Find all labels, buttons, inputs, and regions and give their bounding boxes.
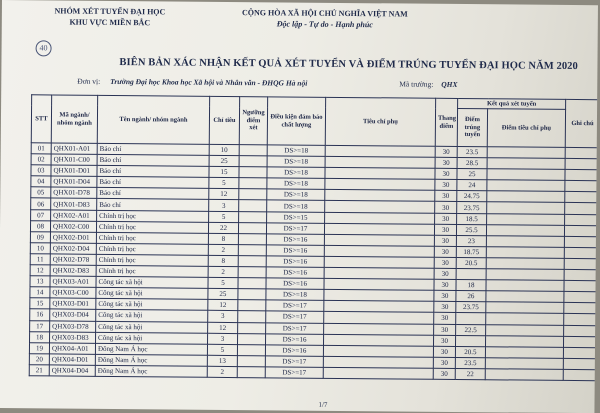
row-note [565, 159, 598, 170]
row-condition: DS>=16 [266, 278, 324, 290]
row-condition: DS>=17 [265, 367, 323, 379]
col-code: Mã ngành/ nhóm ngành [51, 95, 97, 143]
row-condition: DS>=18 [267, 200, 325, 212]
row-floor [238, 300, 266, 311]
row-scale: 30 [434, 235, 456, 246]
row-stt: 20 [29, 354, 49, 365]
row-name: Báo chí [97, 154, 209, 166]
row-quota: 3 [208, 333, 238, 344]
row-name: Báo chí [97, 177, 209, 189]
row-result-extra [487, 191, 565, 203]
document-title: BIÊN BẢN XÁC NHẬN KẾT QUẢ XÉT TUYỂN VÀ ĐIỂM TRÚNG TUYỂN ĐẠI HỌC NĂM 2020 [119, 57, 578, 73]
row-result-extra [486, 247, 564, 259]
row-stt: 03 [31, 165, 51, 176]
row-cutoff: 22 [455, 368, 485, 379]
col-quota: Chỉ tiêu [209, 96, 239, 144]
row-condition: DS>=18 [267, 145, 325, 157]
row-condition: DS>=18 [267, 167, 325, 179]
row-floor [239, 145, 267, 156]
row-result-extra [485, 335, 563, 347]
row-condition: DS>=16 [265, 345, 323, 357]
row-name: Báo chí [97, 143, 209, 155]
row-name: Công tác xã hội [96, 276, 208, 288]
row-stt: 05 [31, 187, 51, 198]
row-quota: 8 [208, 233, 238, 244]
page-number: 1/7 [318, 400, 328, 409]
row-condition: DS>=16 [266, 267, 324, 279]
row-floor [237, 366, 265, 377]
row-extra-criteria [325, 156, 435, 168]
row-cutoff: 24 [457, 180, 487, 191]
col-result-extra: Điểm tiêu chí phụ [487, 109, 565, 148]
row-note [564, 269, 598, 280]
row-quota: 13 [207, 355, 237, 366]
row-condition: DS>=17 [265, 356, 323, 368]
col-extra-criteria: Tiêu chí phụ [325, 97, 435, 146]
unit-line [77, 77, 307, 88]
row-name: Chính trị học [96, 265, 208, 277]
row-result-extra [487, 147, 565, 159]
row-note [565, 203, 598, 214]
row-result-extra [486, 258, 564, 270]
row-scale: 30 [434, 268, 456, 279]
row-floor [238, 244, 266, 255]
row-stt: 08 [30, 220, 50, 231]
row-note [564, 281, 598, 292]
row-name: Công tác xã hội [96, 310, 208, 322]
row-result-extra [486, 224, 564, 236]
row-scale: 30 [435, 146, 457, 157]
row-result-extra [485, 369, 563, 381]
row-scale: 30 [433, 368, 455, 379]
col-condition: Điều kiện đảm bảo chất lượng [267, 97, 325, 146]
row-condition: DS>=17 [266, 300, 324, 312]
row-cutoff: 22.5 [456, 324, 486, 335]
row-name: Công tác xã hội [96, 321, 208, 333]
row-cutoff: 23.75 [457, 202, 487, 213]
row-scale: 30 [435, 213, 457, 224]
row-scale: 30 [434, 257, 456, 268]
row-code: QHX02-C00 [50, 221, 96, 232]
row-extra-criteria [325, 168, 435, 180]
row-quota: 5 [209, 178, 239, 189]
row-quota: 3 [209, 200, 239, 211]
row-result-extra [486, 280, 564, 292]
row-result-extra [487, 180, 565, 192]
row-scale: 30 [433, 335, 455, 346]
row-scale: 30 [434, 279, 456, 290]
row-cutoff: 20.5 [456, 257, 486, 268]
row-floor [238, 233, 266, 244]
row-note [563, 347, 597, 358]
row-scale: 30 [435, 157, 457, 168]
row-scale: 30 [433, 357, 455, 368]
country-line-1: CỘNG HÒA XÃ HỘI CHỦ NGHĨA VIỆT NAM [241, 8, 408, 19]
unit-label: Đơn vị: [77, 76, 101, 86]
row-note [564, 314, 598, 325]
row-code: QHX02-D04 [50, 243, 96, 254]
row-code: QHX01-D83 [51, 198, 97, 209]
row-cutoff: 23.5 [457, 146, 487, 157]
row-quota: 15 [209, 167, 239, 178]
row-floor [239, 167, 267, 178]
row-note [564, 336, 598, 347]
row-note [564, 325, 598, 336]
row-quota: 2 [208, 266, 238, 277]
row-quota: 25 [209, 155, 239, 166]
school-code-value: QHX [441, 79, 458, 89]
row-cutoff: 18 [456, 280, 486, 291]
row-code: QHX02-D01 [50, 232, 96, 243]
row-quota: 12 [209, 189, 239, 200]
row-note [565, 170, 598, 181]
row-name: Chính trị học [96, 254, 208, 266]
row-quota: 22 [208, 222, 238, 233]
row-cutoff [456, 269, 486, 280]
row-floor [239, 189, 267, 200]
row-code: QHX03-C00 [50, 287, 96, 298]
school-code-label: Mã trường: [399, 79, 434, 89]
row-note [564, 258, 598, 269]
row-condition: DS>=17 [266, 322, 324, 334]
row-note [564, 225, 598, 236]
row-scale: 30 [433, 346, 455, 357]
row-scale: 30 [434, 224, 456, 235]
row-floor [239, 200, 267, 211]
row-code: QHX02-D83 [50, 265, 96, 276]
school-code-line [399, 79, 457, 89]
row-code: QHX03-D04 [50, 309, 96, 320]
col-result-group: Kết quả xét tuyển [458, 98, 566, 109]
row-result-extra [487, 213, 565, 225]
row-code: QHX02-A01 [51, 209, 97, 220]
row-code: QHX01-D04 [51, 176, 97, 187]
row-result-extra [486, 291, 564, 303]
row-condition: DS>=17 [266, 311, 324, 323]
row-name: Công tác xã hội [96, 332, 208, 344]
row-cutoff: 28.5 [457, 158, 487, 169]
row-cutoff: 18.5 [457, 213, 487, 224]
row-stt: 16 [30, 309, 50, 320]
row-code: QHX01-C00 [51, 154, 97, 165]
org-line-1: NHÓM XÉT TUYỂN ĐẠI HỌC [54, 6, 166, 17]
row-scale: 30 [435, 168, 457, 179]
col-stt: STT [31, 95, 51, 143]
row-condition: DS>=16 [266, 245, 324, 257]
row-name: Báo chí [97, 188, 209, 200]
row-condition: DS>=18 [267, 156, 325, 168]
row-stt: 15 [30, 298, 50, 309]
col-floor: Ngưỡng điểm xét [239, 97, 267, 145]
row-scale: 30 [434, 324, 456, 335]
row-note [565, 214, 598, 225]
unit-value: Trường Đại học Khoa học Xã hội và Nhân văn - ĐHQG Hà nội [110, 76, 308, 88]
row-floor [238, 278, 266, 289]
row-scale: 30 [435, 191, 457, 202]
row-cutoff: 24.75 [457, 191, 487, 202]
row-scale: 30 [435, 202, 457, 213]
row-scale: 30 [434, 302, 456, 313]
row-cutoff: 25 [457, 169, 487, 180]
row-stt: 11 [30, 254, 50, 265]
row-note [565, 147, 598, 158]
row-cutoff: 25.5 [456, 224, 486, 235]
row-name: Công tác xã hội [96, 288, 208, 300]
row-result-extra [486, 313, 564, 325]
row-code: QHX03-D83 [50, 332, 96, 343]
row-note [565, 181, 598, 192]
row-condition: DS>=16 [266, 256, 324, 268]
row-quota: 3 [208, 311, 238, 322]
row-stt: 13 [30, 276, 50, 287]
row-note [564, 292, 598, 303]
row-floor [238, 322, 266, 333]
row-stt: 12 [30, 265, 50, 276]
row-name: Báo chí [97, 199, 209, 211]
row-quota: 2 [208, 244, 238, 255]
row-code: QHX03-D01 [50, 298, 96, 309]
row-name: Chính trị học [96, 221, 208, 233]
org-line-2: KHU VỰC MIỀN BẮC [69, 17, 151, 28]
row-note [564, 247, 598, 258]
row-floor [238, 289, 266, 300]
row-code: QHX04-A01 [49, 343, 95, 354]
row-floor [238, 267, 266, 278]
row-result-extra [487, 158, 565, 170]
row-code: QHX03-A01 [50, 276, 96, 287]
row-name: Chính trị học [97, 210, 209, 222]
country-header [230, 8, 420, 30]
row-name: Báo chí [97, 166, 209, 178]
row-stt: 10 [30, 243, 50, 254]
row-code: QHX01-A01 [51, 143, 97, 154]
row-cutoff: 23 [456, 235, 486, 246]
row-result-extra [485, 346, 563, 358]
row-quota: 5 [209, 211, 239, 222]
row-quota: 12 [208, 300, 238, 311]
row-quota: 5 [208, 277, 238, 288]
row-name: Đông Nam Á học [95, 354, 207, 366]
row-note [565, 192, 598, 203]
row-floor [239, 211, 267, 222]
row-cutoff: 18.75 [456, 246, 486, 257]
row-stt: 19 [29, 342, 49, 353]
row-condition: DS>=18 [266, 289, 324, 301]
row-stt: 21 [29, 365, 49, 376]
row-result-extra [486, 324, 564, 336]
row-condition: DS>=15 [267, 211, 325, 223]
row-code: QHX02-D78 [50, 254, 96, 265]
row-stt: 17 [30, 320, 50, 331]
row-result-extra [487, 202, 565, 214]
row-condition: DS>=16 [266, 234, 324, 246]
row-name: Đông Nam Á học [95, 365, 207, 377]
row-cutoff: 26 [456, 291, 486, 302]
row-quota: 8 [208, 255, 238, 266]
row-name: Chính trị học [96, 243, 208, 255]
col-name: Tên ngành/ nhóm ngành [97, 95, 209, 144]
country-line-2: Độc lập - Tự do - Hạnh phúc [276, 19, 373, 30]
row-stt: 06 [31, 198, 51, 209]
row-cutoff: 23.5 [455, 357, 485, 368]
row-note [563, 358, 597, 369]
row-code: QHX04-D04 [49, 365, 95, 376]
row-note [564, 303, 598, 314]
row-condition: DS>=18 [267, 189, 325, 201]
row-cutoff: 23.75 [456, 302, 486, 313]
row-code: QHX03-D78 [50, 320, 96, 331]
col-scale: Thang điểm [435, 98, 457, 146]
row-stt: 02 [31, 154, 51, 165]
row-code: QHX01-D01 [51, 165, 97, 176]
row-quota: 12 [208, 322, 238, 333]
row-code: QHX04-D01 [49, 354, 95, 365]
row-scale: 30 [435, 180, 457, 191]
col-note: Ghi chú [565, 99, 598, 147]
row-cutoff [455, 335, 485, 346]
row-floor [239, 156, 267, 167]
col-cutoff: Điểm trúng tuyển [457, 108, 487, 146]
row-cutoff [456, 313, 486, 324]
row-stt: 14 [30, 287, 50, 298]
row-scale: 30 [434, 290, 456, 301]
handwritten-number-mark: 40 [36, 40, 52, 56]
row-condition: DS>=16 [266, 333, 324, 345]
row-extra-criteria [323, 367, 433, 379]
row-result-extra [486, 235, 564, 247]
row-stt: 09 [30, 232, 50, 243]
results-table [29, 94, 598, 381]
row-floor [237, 355, 265, 366]
row-scale: 30 [434, 246, 456, 257]
row-condition: DS>=17 [266, 222, 324, 234]
row-name: Đông Nam Á học [95, 343, 207, 355]
row-floor [239, 178, 267, 189]
row-stt: 18 [30, 331, 50, 342]
row-quota: 10 [209, 144, 239, 155]
row-quota: 5 [207, 344, 237, 355]
row-quota: 2 [207, 366, 237, 377]
row-note [563, 369, 597, 380]
row-result-extra [485, 358, 563, 370]
row-floor [238, 222, 266, 233]
org-header [50, 6, 170, 27]
row-code: QHX01-D78 [51, 187, 97, 198]
row-extra-criteria [325, 145, 435, 157]
row-stt: 01 [31, 143, 51, 154]
row-result-extra [487, 169, 565, 181]
row-stt: 07 [31, 209, 51, 220]
row-stt: 04 [31, 176, 51, 187]
row-scale: 30 [434, 313, 456, 324]
row-floor [238, 333, 266, 344]
row-condition: DS>=18 [267, 178, 325, 190]
row-result-extra [486, 302, 564, 314]
row-name: Công tác xã hội [96, 299, 208, 311]
row-note [564, 236, 598, 247]
row-floor [238, 256, 266, 267]
row-floor [237, 344, 265, 355]
row-floor [238, 311, 266, 322]
row-quota: 25 [208, 289, 238, 300]
row-cutoff: 20.5 [455, 346, 485, 357]
row-result-extra [486, 269, 564, 281]
row-name: Chính trị học [96, 232, 208, 244]
table-body [29, 143, 598, 381]
